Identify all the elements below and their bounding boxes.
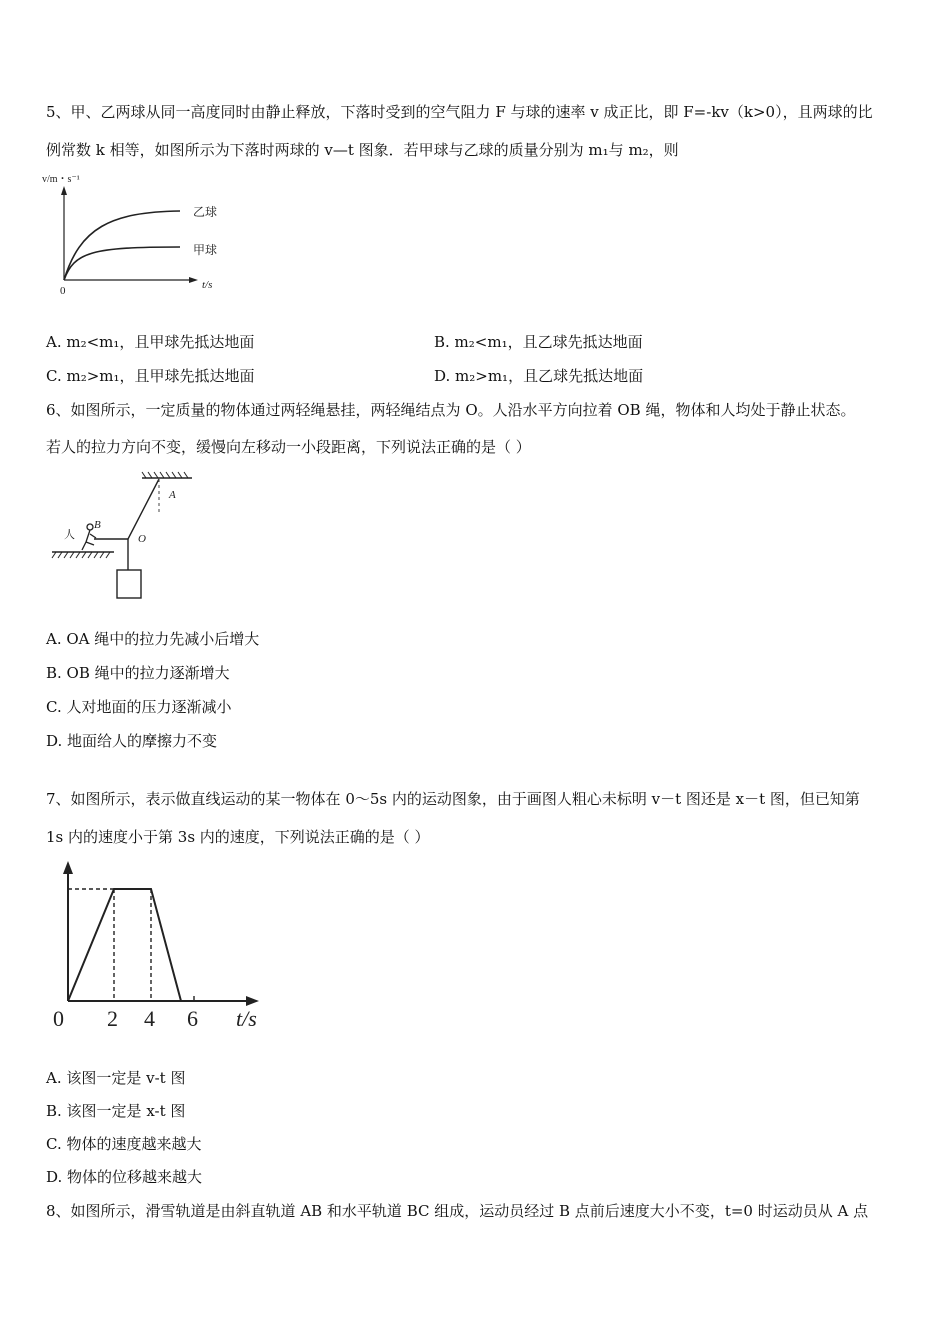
q5-curve-jia: [64, 247, 180, 280]
q5-text-line1: 5、甲、乙两球从同一高度同时由静止释放，下落时受到的空气阻力 F 与球的速率 v 成正比，即 F=-kv（k>0），且两球的比: [46, 103, 873, 121]
q6-option-b[interactable]: B. OB 绳中的拉力逐渐增大: [46, 664, 230, 682]
q7-tick-label-0: 0: [53, 1006, 64, 1031]
q5-curve-yi: [64, 211, 180, 280]
q8-text-line1: 8、如图所示，滑雪轨道是由斜直轨道 AB 和水平轨道 BC 组成，运动员经过 B 点前后速度大小不变，t=0 时运动员从 A 点: [46, 1202, 869, 1220]
q7-x-arrow: [246, 996, 259, 1006]
q7-graph-line: [68, 889, 181, 1001]
q6-hanging-block: [117, 570, 141, 598]
q7-option-c[interactable]: C. 物体的速度越来越大: [46, 1135, 202, 1153]
q5-option-c[interactable]: C. m₂>m₁，且甲球先抵达地面: [46, 367, 255, 385]
q7-y-arrow: [63, 861, 73, 874]
q5-option-a[interactable]: A. m₂<m₁，且甲球先抵达地面: [46, 333, 255, 351]
q5-vt-graph: [40, 168, 240, 300]
q7-option-b[interactable]: B. 该图一定是 x-t 图: [46, 1102, 186, 1120]
q7-text-line1: 7、如图所示，表示做直线运动的某一物体在 0～5s 内的运动图象，由于画图人粗心未标明 v－t 图还是 x－t 图，但已知第: [46, 790, 860, 808]
q5-graph-origin: 0: [60, 285, 66, 297]
q6-option-a[interactable]: A. OA 绳中的拉力先减小后增大: [46, 630, 260, 648]
q6-option-c[interactable]: C. 人对地面的压力逐渐减小: [46, 698, 232, 716]
q6-text-line2: 若人的拉力方向不变，缓慢向左移动一小段距离，下列说法正确的是（ ）: [46, 438, 531, 456]
q5-x-arrow: [189, 277, 198, 283]
q6-label-o: O: [138, 533, 146, 545]
q6-figure: [46, 470, 206, 605]
q6-ceiling-hatch: [142, 472, 188, 478]
q5-y-arrow: [61, 186, 67, 195]
q6-label-b: B: [94, 519, 101, 531]
q6-ground-hatch: [52, 552, 110, 558]
q5-graph-xlabel: t/s: [202, 279, 213, 291]
q5-option-d[interactable]: D. m₂>m₁，且乙球先抵达地面: [434, 367, 644, 385]
q6-option-d[interactable]: D. 地面给人的摩擦力不变: [46, 732, 218, 750]
q5-graph-ylabel: v/m・s⁻¹: [42, 174, 80, 185]
q5-label-jia: 甲球: [193, 243, 218, 257]
q7-option-d[interactable]: D. 物体的位移越来越大: [46, 1168, 203, 1186]
q6-label-person: 人: [64, 529, 75, 541]
q6-label-a: A: [169, 489, 176, 501]
q5-option-b[interactable]: B. m₂<m₁，且乙球先抵达地面: [434, 333, 643, 351]
q5-label-yi: 乙球: [193, 205, 218, 219]
q7-motion-graph: [46, 858, 276, 1038]
q7-option-a[interactable]: A. 该图一定是 v-t 图: [46, 1069, 186, 1087]
q7-tick-label-6: 6: [187, 1006, 198, 1031]
q7-graph-xlabel: t/s: [236, 1006, 257, 1031]
q7-tick-label-2: 2: [107, 1006, 118, 1031]
q6-rope-oa: [128, 479, 159, 539]
q5-text-line2: 例常数 k 相等，如图所示为下落时两球的 v—t 图象．若甲球与乙球的质量分别为 m₁与 m₂，则: [46, 141, 679, 159]
q6-text-line1: 6、如图所示，一定质量的物体通过两轻绳悬挂，两轻绳结点为 O。人沿水平方向拉着 OB 绳，物体和人均处于静止状态。: [46, 401, 856, 419]
q7-tick-label-4: 4: [144, 1006, 155, 1031]
q7-text-line2: 1s 内的速度小于第 3s 内的速度，下列说法正确的是（ ）: [46, 828, 430, 846]
